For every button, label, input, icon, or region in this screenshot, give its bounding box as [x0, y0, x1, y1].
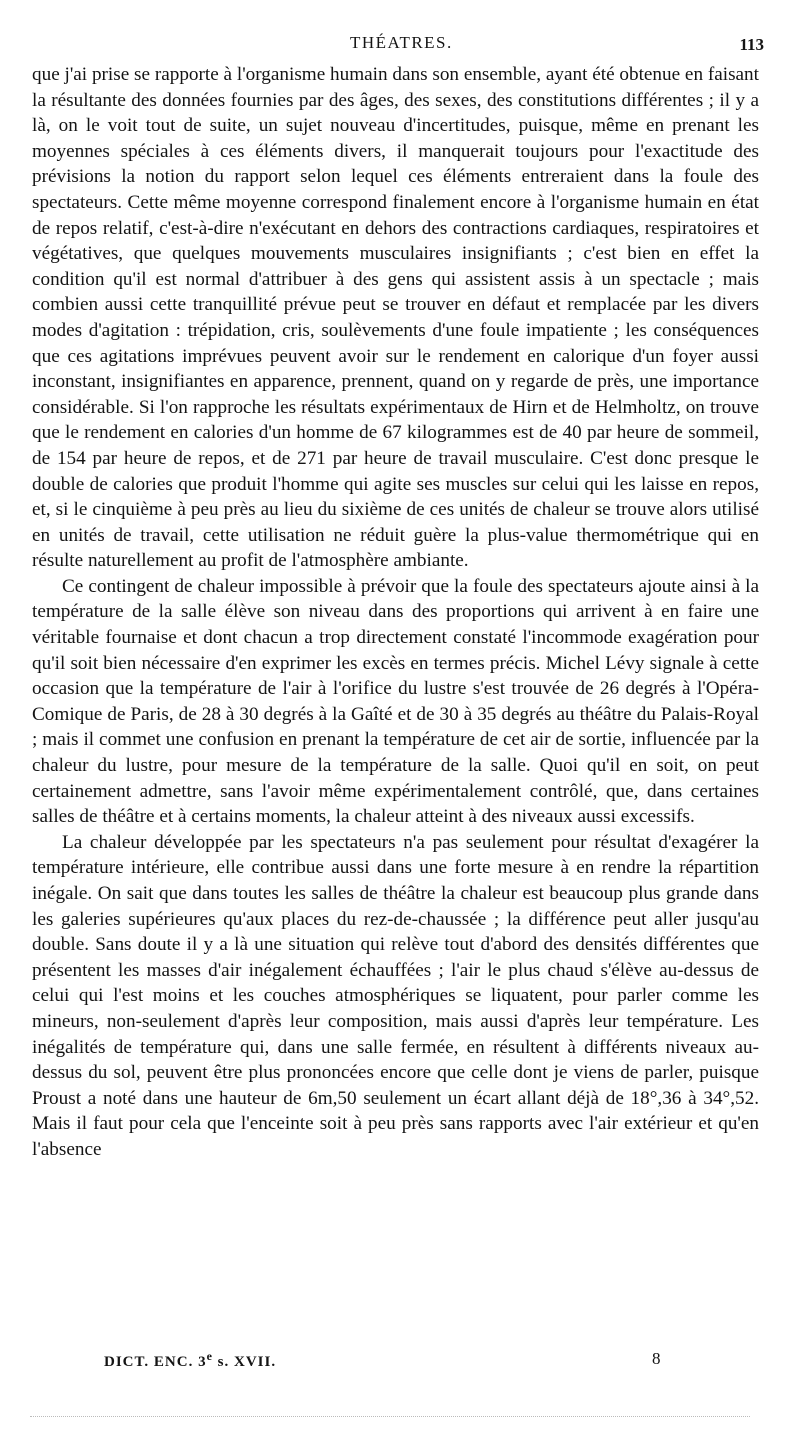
- printer-signature: [104, 1349, 276, 1371]
- signature-series: 3: [198, 1354, 207, 1370]
- paragraph-1: que j'ai prise se rapporte à l'organisme humain dans son ensemble, ayant été obtenue en faisant la résultante des données fournies par des âges, des sexes, des constitutions différentes ; il y a là, on le voit tout de suite, un sujet nouveau d'incertitudes, puisque, même en prenant les moyennes spéciales à ces éléments divers, il manquerait toujours pour l'exactitude des prévisions la notion du rapport selon lequel ces éléments entreraient dans la foule des spectateurs. Cette même moyenne correspond finalement encore à l'organisme humain en état de repos relatif, c'est-à-dire n'exécutant en dehors des contractions cardiaques, respiratoires et végétatives, que quelques mouvements musculaires insignifiants ; c'est bien en effet la condition qu'il est normal d'attribuer à des gens qui assistent assis à un spectacle ; mais combien aussi cette tranquillité prévue peut se trouver en défaut et remplacée par les divers modes d'agitation : trépidation, cris, soulèvements d'une foule impatiente ; les conséquences que ces agitations imprévues peuvent avoir sur le rendement en calorique d'un foyer aussi inconstant, insignifiantes en apparence, prennent, quand on y regarde de près, une importance considérable. Si l'on rapproche les résultats expérimentaux de Hirn et de Helmholtz, on trouve que le rendement en calories d'un homme de 67 kilogrammes est de 40 par heure de sommeil, de 154 par heure de repos, et de 271 par heure de travail musculaire. C'est donc presque le double de calories que produit l'homme qui agite ses muscles sur celui qui les laisse en repos, et, si le cinquième à peu près au lieu du sixième de ces unités de chaleur se trouve alors utilisé en unités de travail, cette utilisation ne réduit guère la plus-value thermométrique qui en résulte naturellement au profit de l'atmosphère ambiante.: [32, 64, 759, 572]
- sheet-number: 8: [652, 1349, 661, 1368]
- signature-series-label: s.: [217, 1354, 230, 1370]
- page-number: 113: [739, 35, 764, 54]
- running-header: [0, 33, 800, 57]
- signature-series-suffix: e: [206, 1349, 213, 1363]
- running-title: THÉATRES.: [350, 33, 453, 52]
- paragraph-3: La chaleur développée par les spectateurs n'a pas seulement pour résultat d'exagérer la température intérieure, elle contribue aussi dans une forte mesure à en rendre la répartition inégale. On sait que dans toutes les salles de théâtre la chaleur est beaucoup plus grande dans les galeries supérieures qu'aux places du rez-de-chaussée ; la différence peut aller jusqu'au double. Sans doute il y a là une situation qui relève tout d'abord des densités différentes que présentent les masses d'air inégalement échauffées ; l'air le plus chaud s'élève au-dessus de celui qui l'est moins et les couches atmosphériques se liquatent, pour parler comme les mineurs, non-seulement d'après leur composition, mais aussi d'après leur température. Les inégalités de température qui, dans une salle fermée, en résultent à différents niveaux au-dessus du sol, peuvent être plus prononcées encore que celle dont je viens de parler, puisque Proust a noté dans une hauteur de 6m,50 seulement un écart allant déjà de 18°,36 à 34°,52. Mais il faut pour cela que l'enceinte soit à peu près sans rapports avec l'air extérieur et qu'en l'absence: [32, 831, 759, 1160]
- page-footer: [0, 1349, 800, 1373]
- page-edge-divider: [30, 1416, 750, 1419]
- signature-main: DICT. ENC.: [104, 1354, 194, 1370]
- signature-volume: XVII.: [234, 1354, 277, 1370]
- body-text: [32, 62, 759, 1163]
- paragraph-2: Ce contingent de chaleur impossible à prévoir que la foule des spectateurs ajoute ainsi à la température de la salle élève son niveau dans des proportions qui arrivent à en faire une véritable fournaise et dont chacun a trop directement constaté l'incommode exagération pour qu'il soit bien nécessaire d'en exprimer les excès en termes précis. Michel Lévy signale à cette occasion que la température de l'air à l'orifice du lustre s'est trouvée de 26 degrés à l'Opéra-Comique de Paris, de 28 à 30 degrés à la Gaîté et de 30 à 35 degrés au théâtre du Palais-Royal ; mais il commet une confusion en prenant la température de cet air de sortie, influencée par la chaleur du lustre, pour mesure de la température de la salle. Quoi qu'il en soit, on peut certainement admettre, sans l'avoir même expérimentalement contrôlé, que, dans certaines salles de théâtre et à certains moments, la chaleur atteint à des niveaux aussi excessifs.: [32, 575, 759, 828]
